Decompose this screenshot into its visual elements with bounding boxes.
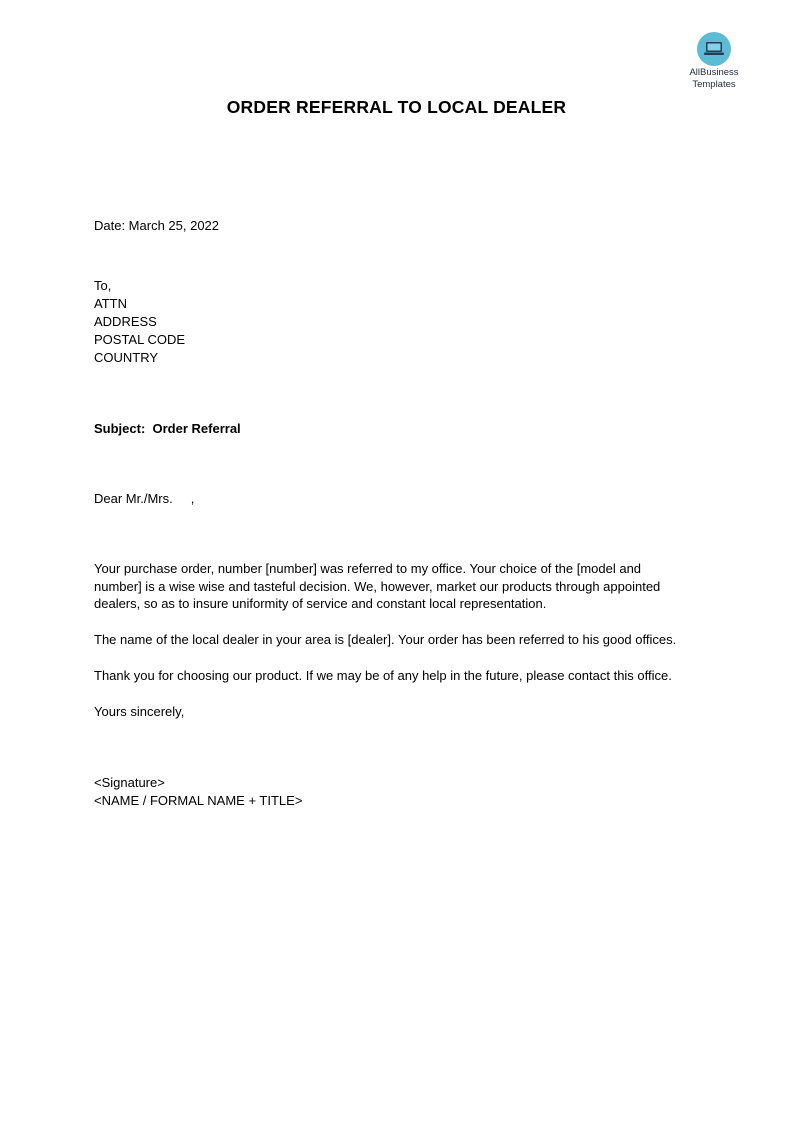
recipient-country: COUNTRY [94, 350, 159, 365]
recipient-postal-code: POSTAL CODE [94, 332, 186, 347]
company-logo [682, 32, 746, 90]
body-paragraph-1 [94, 560, 714, 613]
laptop-icon [697, 32, 731, 66]
body-paragraph-3: Thank you for choosing our product. If we may be of any help in the future, please contact this office. [94, 668, 672, 683]
document-title: ORDER REFERRAL TO LOCAL DEALER [226, 97, 567, 117]
body-paragraph-1-line: dealers, so as to insure uniformity of service and constant local representation. [94, 596, 547, 612]
body-paragraph-1-line: Your purchase order, number [number] was referred to my office. Your choice of the [model and [94, 561, 642, 576]
date-line: Date: March 25, 2022 [94, 218, 220, 233]
salutation: Dear Mr./Mrs. , [94, 491, 195, 506]
name-title-placeholder: <NAME / FORMAL NAME + TITLE> [94, 793, 303, 808]
subject-line: Subject: Order Referral [94, 421, 241, 436]
logo-text-line1: AllBusiness [689, 67, 739, 78]
recipient-attn: ATTN [94, 296, 127, 311]
recipient-to: To, [94, 278, 112, 293]
logo-text-line2: Templates [692, 79, 736, 90]
signature-placeholder: <Signature> [94, 775, 165, 790]
closing: Yours sincerely, [94, 704, 185, 719]
recipient-address: ADDRESS [94, 314, 157, 329]
body-paragraph-2: The name of the local dealer in your area is [dealer]. Your order has been referred to his good offices. [94, 632, 677, 647]
body-paragraph-1-line: number] is a wise wise and tasteful decision. We, however, market our products through appointed [94, 578, 661, 594]
